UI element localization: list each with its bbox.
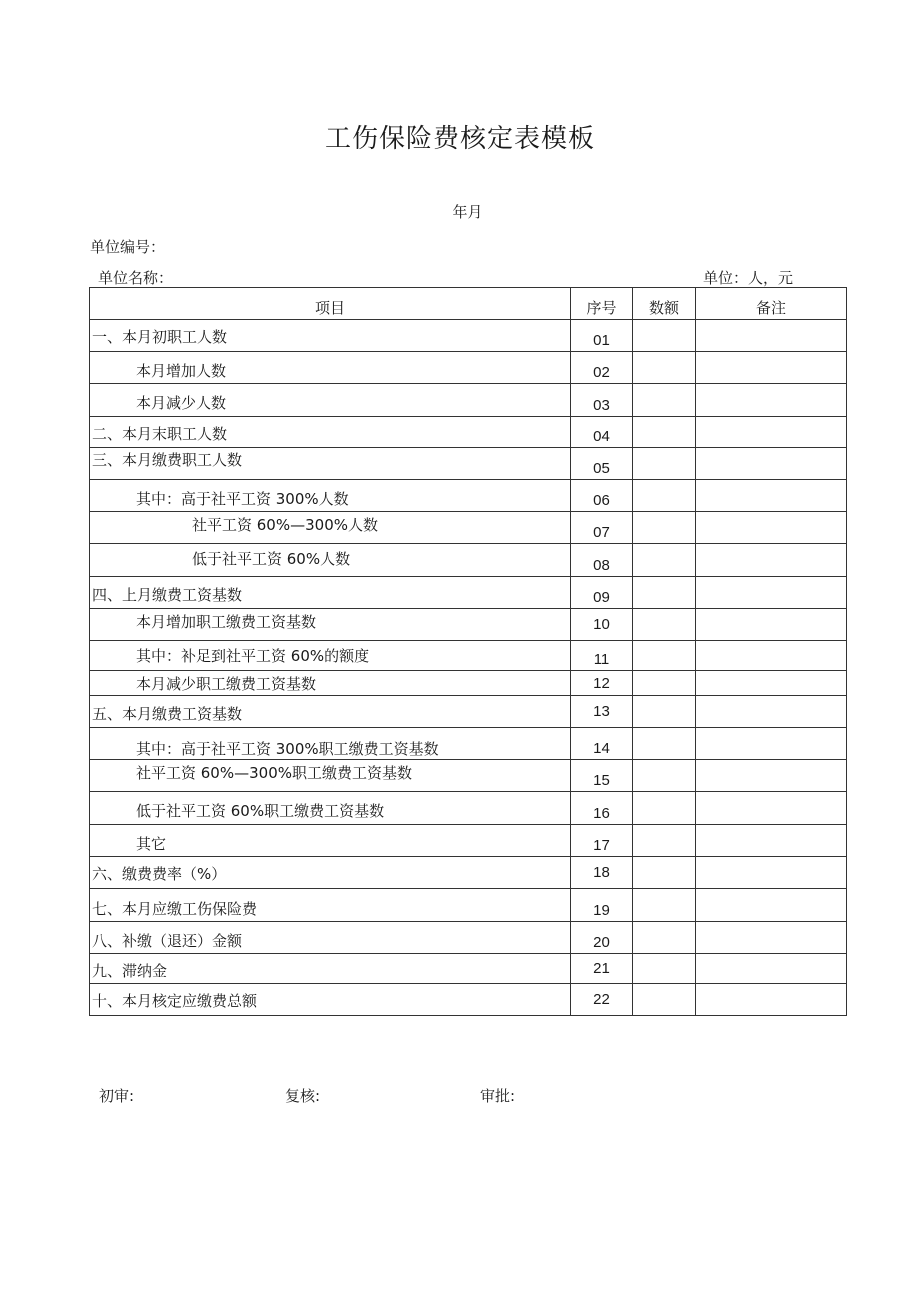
- remark-cell[interactable]: [696, 544, 847, 577]
- amount-cell[interactable]: [633, 609, 696, 641]
- amount-cell[interactable]: [633, 544, 696, 577]
- row-item: 其中：高于社平工资 300%人数: [90, 480, 571, 512]
- assessment-table: [89, 287, 847, 1016]
- amount-cell[interactable]: [633, 696, 696, 728]
- row-item: 其它: [90, 825, 571, 857]
- row-item: 本月减少人数: [90, 384, 571, 417]
- row-item: 其中：高于社平工资 300%职工缴费工资基数: [90, 728, 571, 760]
- row-item: 八、补缴（退还）金额: [90, 922, 571, 954]
- remark-cell[interactable]: [696, 954, 847, 984]
- row-seq: 09: [571, 577, 633, 609]
- table-row: [90, 609, 847, 641]
- remark-cell[interactable]: [696, 984, 847, 1016]
- table-row: [90, 448, 847, 480]
- amount-cell[interactable]: [633, 577, 696, 609]
- table-row: [90, 384, 847, 417]
- remark-cell[interactable]: [696, 448, 847, 480]
- remark-cell[interactable]: [696, 641, 847, 671]
- document-title: 工伤保险费核定表模板: [324, 124, 595, 154]
- table-row: [90, 954, 847, 984]
- row-seq: 14: [571, 728, 633, 760]
- row-item: 低于社平工资 60%职工缴费工资基数: [90, 792, 571, 825]
- header-seq: 序号: [571, 288, 633, 320]
- row-seq: 03: [571, 384, 633, 417]
- remark-cell[interactable]: [696, 792, 847, 825]
- row-item: 六、缴费费率（%）: [90, 857, 571, 889]
- amount-cell[interactable]: [633, 448, 696, 480]
- row-item: 七、本月应缴工伤保险费: [90, 889, 571, 922]
- row-seq: 20: [571, 922, 633, 954]
- row-seq: 18: [571, 857, 633, 889]
- table-header-row: [90, 288, 847, 320]
- first-review-label: 初审:: [99, 1087, 135, 1105]
- remark-cell[interactable]: [696, 825, 847, 857]
- amount-cell[interactable]: [633, 760, 696, 792]
- table-row: [90, 512, 847, 544]
- amount-cell[interactable]: [633, 825, 696, 857]
- table-row: [90, 417, 847, 448]
- remark-cell[interactable]: [696, 512, 847, 544]
- remark-cell[interactable]: [696, 352, 847, 384]
- row-item: 十、本月核定应缴费总额: [90, 984, 571, 1016]
- header-remark: 备注: [696, 288, 847, 320]
- table-row: [90, 577, 847, 609]
- remark-cell[interactable]: [696, 696, 847, 728]
- remark-cell[interactable]: [696, 760, 847, 792]
- row-seq: 01: [571, 320, 633, 352]
- remark-cell[interactable]: [696, 384, 847, 417]
- table-row: [90, 696, 847, 728]
- row-seq: 02: [571, 352, 633, 384]
- amount-cell[interactable]: [633, 417, 696, 448]
- remark-cell[interactable]: [696, 857, 847, 889]
- amount-cell[interactable]: [633, 352, 696, 384]
- table-row: [90, 889, 847, 922]
- recheck-label: 复核:: [285, 1087, 321, 1105]
- amount-cell[interactable]: [633, 857, 696, 889]
- amount-cell[interactable]: [633, 922, 696, 954]
- table-row: [90, 825, 847, 857]
- row-item: 四、上月缴费工资基数: [90, 577, 571, 609]
- amount-cell[interactable]: [633, 671, 696, 696]
- remark-cell[interactable]: [696, 320, 847, 352]
- row-item: 社平工资 60%—300%职工缴费工资基数: [90, 760, 571, 792]
- remark-cell[interactable]: [696, 889, 847, 922]
- remark-cell[interactable]: [696, 671, 847, 696]
- table-row: [90, 671, 847, 696]
- remark-cell[interactable]: [696, 728, 847, 760]
- row-seq: 12: [571, 671, 633, 696]
- row-seq: 06: [571, 480, 633, 512]
- row-item: 本月减少职工缴费工资基数: [90, 671, 571, 696]
- unit-name-label: 单位名称：: [98, 269, 174, 287]
- row-seq: 13: [571, 696, 633, 728]
- row-item: 本月增加职工缴费工资基数: [90, 609, 571, 641]
- table-row: [90, 352, 847, 384]
- amount-cell[interactable]: [633, 480, 696, 512]
- table-row: [90, 480, 847, 512]
- row-item: 九、滞纳金: [90, 954, 571, 984]
- amount-cell[interactable]: [633, 641, 696, 671]
- period-label: 年月: [452, 203, 483, 221]
- table-row: [90, 922, 847, 954]
- amount-cell[interactable]: [633, 954, 696, 984]
- remark-cell[interactable]: [696, 577, 847, 609]
- header-amount: 数额: [633, 288, 696, 320]
- amount-cell[interactable]: [633, 384, 696, 417]
- row-seq: 16: [571, 792, 633, 825]
- row-item: 三、本月缴费职工人数: [90, 448, 571, 480]
- amount-cell[interactable]: [633, 984, 696, 1016]
- amount-cell[interactable]: [633, 512, 696, 544]
- amount-cell[interactable]: [633, 320, 696, 352]
- row-seq: 10: [571, 609, 633, 641]
- table-row: [90, 544, 847, 577]
- row-seq: 04: [571, 417, 633, 448]
- row-item: 其中：补足到社平工资 60%的额度: [90, 641, 571, 671]
- row-seq: 11: [571, 641, 633, 671]
- row-seq: 08: [571, 544, 633, 577]
- row-seq: 22: [571, 984, 633, 1016]
- row-seq: 15: [571, 760, 633, 792]
- remark-cell[interactable]: [696, 417, 847, 448]
- unit-code-label: 单位编号：: [90, 238, 166, 256]
- table-row: [90, 792, 847, 825]
- row-seq: 21: [571, 954, 633, 984]
- table-row: [90, 984, 847, 1016]
- table-row: [90, 760, 847, 792]
- remark-cell[interactable]: [696, 609, 847, 641]
- row-seq: 07: [571, 512, 633, 544]
- row-seq: 19: [571, 889, 633, 922]
- remark-cell[interactable]: [696, 922, 847, 954]
- row-item: 五、本月缴费工资基数: [90, 696, 571, 728]
- row-seq: 05: [571, 448, 633, 480]
- row-item: 低于社平工资 60%人数: [90, 544, 571, 577]
- row-item: 二、本月末职工人数: [90, 417, 571, 448]
- amount-cell[interactable]: [633, 728, 696, 760]
- table-row: [90, 641, 847, 671]
- table-row: [90, 728, 847, 760]
- amount-cell[interactable]: [633, 792, 696, 825]
- row-seq: 17: [571, 825, 633, 857]
- approve-label: 审批:: [480, 1087, 516, 1105]
- row-item: 本月增加人数: [90, 352, 571, 384]
- row-item: 一、本月初职工人数: [90, 320, 571, 352]
- header-item: 项目: [90, 288, 571, 320]
- amount-cell[interactable]: [633, 889, 696, 922]
- measure-unit-label: 单位：人，元: [703, 269, 794, 287]
- table-row: [90, 857, 847, 889]
- remark-cell[interactable]: [696, 480, 847, 512]
- table-row: [90, 320, 847, 352]
- row-item: 社平工资 60%—300%人数: [90, 512, 571, 544]
